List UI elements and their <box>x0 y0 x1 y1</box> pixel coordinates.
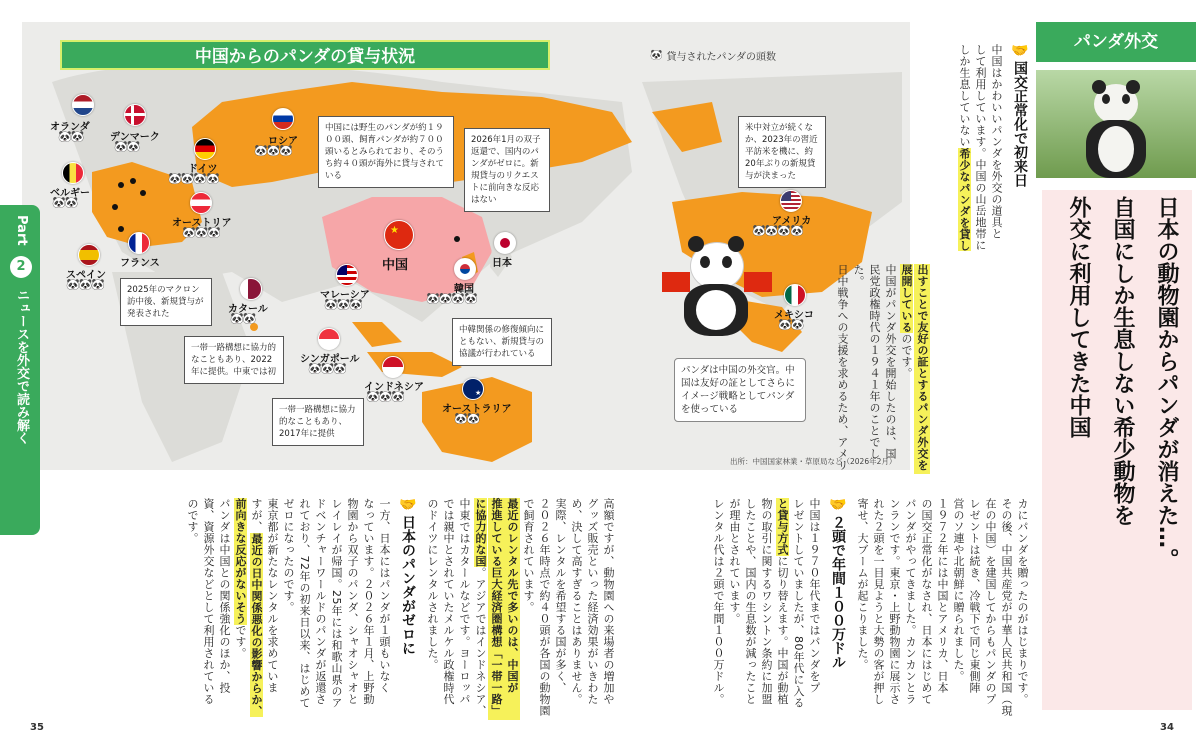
paragraph-text: に切り替えます。中国が動植 <box>776 555 789 705</box>
handshake-icon: 🤝 <box>830 498 846 516</box>
right-lower-column <box>640 498 1030 720</box>
left-lower-text <box>184 498 616 720</box>
paragraph-line: 資、資源外交などとして利用されている <box>202 498 215 705</box>
paragraph-line: カにパンダを贈ったのがはじまりです。 <box>1016 498 1029 705</box>
panda-count-belgium: 🐼🐼 <box>52 196 78 209</box>
location-dot <box>130 178 136 184</box>
note-japan-zero: 2026年1月の双子返還で、国内のパンダがゼロに。新規貸与のリクエストに前向きな反応はない <box>464 128 550 212</box>
panda-photo <box>1036 70 1196 178</box>
country-label-spain: スペイン <box>66 270 106 281</box>
paragraph-line: 物園から双子のパンダ、シャオシャオと <box>346 498 359 705</box>
right-upper-text <box>956 44 1030 464</box>
paragraph-line: グッズ販売といった経済効果がいきわた <box>586 498 599 705</box>
section-title-text: ２頭で年間１００万ドル <box>830 515 846 670</box>
country-label-korea: 韓国 <box>454 284 474 295</box>
note-indonesia-belt: 一帯一路構想に協力的なこともあり、2017年に提供 <box>272 398 364 446</box>
paragraph-line: の国交正常化がなされ、日本にはじめて <box>920 498 933 705</box>
panda-count-russia: 🐼🐼🐼 <box>254 144 293 157</box>
paragraph-line: 寄せ、大ブームが起こりました。 <box>856 498 869 671</box>
right-upper-column <box>930 44 1030 464</box>
paragraph-text: しか生息していない <box>958 44 971 148</box>
panda-count-spain: 🐼🐼🐼 <box>66 278 105 291</box>
section-title <box>398 498 418 720</box>
australia-flag-icon: ★ <box>462 378 484 400</box>
paragraph-text: すが、 <box>250 498 263 533</box>
paragraph-line: れており、72年の初来日以来、はじめて <box>298 498 311 709</box>
country-label-malaysia: マレーシア <box>320 290 370 301</box>
indonesia-flag-icon <box>382 356 404 378</box>
country-label-indonesia: インドネシア <box>364 382 424 393</box>
panda-loan-map <box>22 22 910 470</box>
note-qatar-belt: 一帯一路構想に協力的なこともあり、2022年に提供。中東では初 <box>184 336 284 384</box>
paragraph-line: 在の中国）を建国してからもパンダのプ <box>984 498 997 705</box>
paragraph-line: ドベンチャーワールドのパンダが返還さ <box>314 498 327 705</box>
paragraph-line: のです。 <box>186 498 199 544</box>
country-label-mexico: メキシコ <box>774 310 814 321</box>
panda-count-qatar: 🐼🐼 <box>230 312 256 325</box>
highlight-text: 出すことで友好の証とするパンダ外交を <box>914 264 930 474</box>
map-title: 中国からのパンダの貸与状況 <box>60 40 550 70</box>
paragraph-line: なっています。２０２６年１月、上野動 <box>362 498 375 705</box>
paragraph-line: パンダがやってきました。カンカンとラ <box>904 498 917 705</box>
highlight-text: 推進している巨大経済圏構想「一帯一路」 <box>488 498 504 720</box>
paragraph-line <box>232 498 248 720</box>
paragraph-line: ゼロになったのです。 <box>282 498 295 613</box>
paragraph-line: れた２頭を一目見ようと大勢の客が押し <box>872 498 885 705</box>
china-flag-icon <box>744 272 772 292</box>
panda-count-malaysia: 🐼🐼🐼 <box>324 298 363 311</box>
section-title-text: 日本のパンダがゼロに <box>400 515 416 656</box>
note-usa-new: 米中対立が続くなか、2023年の習近平訪米を機に、約20年ぶりの新規貸与が決まった <box>738 116 826 188</box>
panda-count-austria: 🐼🐼🐼 <box>182 226 221 239</box>
location-dot <box>454 236 460 242</box>
paragraph-line: 営のソ連や北朝鮮に贈られました。 <box>952 498 965 682</box>
highlight-text: 希少なパンダを貸し <box>958 147 971 251</box>
country-label-denmark: デンマーク <box>110 132 160 143</box>
paragraph-line <box>774 498 790 720</box>
austria-flag-icon <box>190 192 212 214</box>
paragraph-line: では親中とされていたメルケル政権時代 <box>442 498 455 705</box>
country-label-china: 中国 <box>382 258 409 273</box>
country-label-qatar: カタール <box>228 304 268 315</box>
headline-line: 外交に利用してきた中国 <box>1066 196 1091 438</box>
paragraph-line: 一方、日本にはパンダが１頭もいなく <box>378 498 391 694</box>
denmark-flag-icon <box>124 104 146 126</box>
note-china-wild: 中国には野生のパンダが約１９００頭、飼育パンダが約７００頭いるとみられており、そのうち約４０頭が海外に貸与されている <box>318 116 454 188</box>
panda-with-flags-illustration <box>662 232 772 342</box>
note-panda-diplomat: パンダは中国の外交官。中国は友好の証としてさらにイメージ戦略としてパンダを使っている <box>674 358 806 422</box>
germany-flag-icon <box>194 138 216 160</box>
country-label-france: フランス <box>120 258 160 269</box>
country-label-austria: オーストリア <box>172 218 232 229</box>
panda-icon: 🐼 <box>650 50 663 61</box>
spain-flag-icon <box>78 244 100 266</box>
paragraph-line: レゼントしていましたが、80年代に入る <box>792 498 805 709</box>
page-number-right: 34 <box>1160 722 1174 733</box>
paragraph-line: 中国はかわいいパンダを外交の道具と <box>990 44 1003 240</box>
panda-count-usa: 🐼🐼🐼🐼 <box>752 224 803 237</box>
highlight-text: 展開している <box>900 264 913 333</box>
paragraph-line: 中東ではカタールなどです。ヨーロッパ <box>458 498 471 705</box>
paragraph-text: です。 <box>234 624 247 659</box>
part-tab-text <box>10 215 32 525</box>
panda-count-mexico: 🐼🐼 <box>778 318 804 331</box>
headline <box>1056 196 1188 706</box>
paragraph-text: 。アジアではインドネシア、 <box>474 567 487 717</box>
paragraph-line: したことや、国内の生息数が減ったこと <box>744 498 757 705</box>
paragraph-line: 物の取引に関するワシントン条約に加盟 <box>760 498 773 705</box>
paragraph-line: 中国は１９７０年代まではパンダをプ <box>808 498 821 694</box>
paragraph-line: ンランです。東京・上野動物園に展示さ <box>888 498 901 705</box>
location-dot <box>112 204 118 210</box>
paragraph-line: レンタル代は２頭で年間１００万ドル。 <box>712 498 725 705</box>
part-label: Part <box>14 215 29 246</box>
highlight-text: に協力的な国 <box>474 498 487 567</box>
country-label-usa: アメリカ <box>772 216 812 227</box>
country-label-japan: 日本 <box>492 258 512 269</box>
highlight-text: 最近の日中関係悪化の影響からか、 <box>250 532 263 717</box>
paragraph-line: 民党政権時代の１９４１年のことでした。 <box>852 264 881 460</box>
paragraph-line: め、決して高すぎることはありません。 <box>570 498 583 705</box>
country-label-netherlands: オランダ <box>50 122 90 133</box>
panda-count-australia: 🐼🐼 <box>454 412 480 425</box>
handshake-icon: 🤝 <box>1012 44 1028 62</box>
handshake-icon: 🤝 <box>400 498 416 516</box>
china-flag-icon: ★ <box>384 220 414 250</box>
right-lower-text <box>710 498 1030 720</box>
paragraph-line: 実際、レンタルを希望する国が多く、 <box>554 498 567 694</box>
netherlands-flag-icon <box>72 94 94 116</box>
qatar-flag-icon <box>240 278 262 300</box>
page-number-left: 35 <box>30 722 44 733</box>
malaysia-flag-icon <box>336 264 358 286</box>
headline-line: 日本の動物園からパンダが消えた…。 <box>1154 196 1179 570</box>
russia-flag-icon <box>272 108 294 130</box>
paragraph-line: が理由とされています。 <box>728 498 741 625</box>
france-flag-icon <box>128 232 150 254</box>
paragraph-line: 日中戦争への支援を求めるため、アメリ <box>836 264 849 471</box>
paragraph-text: のです。 <box>900 333 913 379</box>
note-france-macron: 2025年のマクロン訪中後、新規貸与が発表された <box>120 278 212 326</box>
korea-flag-icon <box>454 258 476 280</box>
paragraph-line <box>956 44 972 464</box>
location-dot <box>118 182 124 188</box>
paragraph-line: レイレイが帰国。25年には和歌山県のア <box>330 498 343 709</box>
note-korea-repair: 中韓関係の修復傾向にともない、新規貸与の協議が行われている <box>452 318 552 366</box>
right-mid-column <box>836 264 930 474</box>
part-number: 2 <box>10 256 32 278</box>
map-source: 出所：中国国家林業・草原局など（2026年2月） <box>730 457 897 466</box>
right-mid-text <box>834 264 930 474</box>
country-label-australia: オーストラリア <box>442 404 512 415</box>
country-label-russia: ロシア <box>268 136 298 147</box>
location-dot <box>118 226 124 232</box>
map-legend-label: 貸与されたパンダの頭数 <box>666 52 777 63</box>
section-title <box>828 498 848 720</box>
headline-line: 自国にしか生息しない希少動物を <box>1110 196 1135 526</box>
section-title <box>1010 44 1030 464</box>
panda-count-indonesia: 🐼🐼🐼 <box>366 390 405 403</box>
panda-count-denmark: 🐼🐼 <box>114 140 140 153</box>
china-flag-icon <box>662 272 690 292</box>
headline-box <box>1042 190 1192 710</box>
paragraph-line: ２０２６年時点で約４０頭が各国の動物園 <box>538 498 551 717</box>
singapore-flag-icon <box>318 328 340 350</box>
country-label-belgium: ベルギー <box>50 188 90 199</box>
usa-flag-icon <box>780 190 802 212</box>
panda-count-singapore: 🐼🐼🐼 <box>308 362 347 375</box>
part-title: ニュースを外交で読み解く <box>14 288 29 445</box>
belgium-flag-icon <box>62 162 84 184</box>
section-title-text: 国交正常化で初来日 <box>1012 61 1028 188</box>
paragraph-line: パンダは中国との関係強化のほか、投 <box>218 498 231 694</box>
part-tab <box>0 205 40 535</box>
map-legend <box>650 48 776 63</box>
paragraph-line: のドイツにレンタルされました。 <box>426 498 439 671</box>
panda-count-netherlands: 🐼🐼 <box>58 130 84 143</box>
paragraph-line <box>472 498 488 720</box>
paragraph-line: 東京都が新たなレンタルを求めていま <box>266 498 279 694</box>
paragraph-line: 中国がパンダ外交を開始したのは、国 <box>884 264 897 460</box>
paragraph-line: １９７２年には中国とアメリカ、日本 <box>936 498 949 694</box>
paragraph-line: その後、中国共産党が中華人民共和国（現 <box>1000 498 1013 717</box>
paragraph-line <box>248 498 264 720</box>
paragraph-line <box>898 264 914 474</box>
mexico-flag-icon <box>784 284 806 306</box>
country-label-germany: ドイツ <box>188 164 218 175</box>
paragraph-line: して利用しています。中国の山岳地帯に <box>974 44 987 251</box>
panda-count-germany: 🐼🐼🐼🐼 <box>168 172 219 185</box>
country-label-singapore: シンガポール <box>300 354 360 365</box>
panda-count-korea: 🐼🐼🐼🐼 <box>426 292 477 305</box>
highlight-text: 前向きな反応がないそう <box>234 498 247 625</box>
highlight-text: と貸与方式 <box>776 498 789 556</box>
paragraph-line: 高額ですが、動物園への来場者の増加や <box>602 498 615 705</box>
left-lower-column <box>56 498 616 720</box>
paragraph-line: レゼントは続き、冷戦下で同じ東側陣 <box>968 498 981 694</box>
paragraph-line: で飼育されています。 <box>522 498 535 613</box>
section-header: パンダ外交 <box>1036 22 1196 62</box>
japan-flag-icon <box>494 232 516 254</box>
location-dot <box>140 190 146 196</box>
highlight-text: 最近のレンタル先で多いのは、中国が <box>504 498 520 720</box>
